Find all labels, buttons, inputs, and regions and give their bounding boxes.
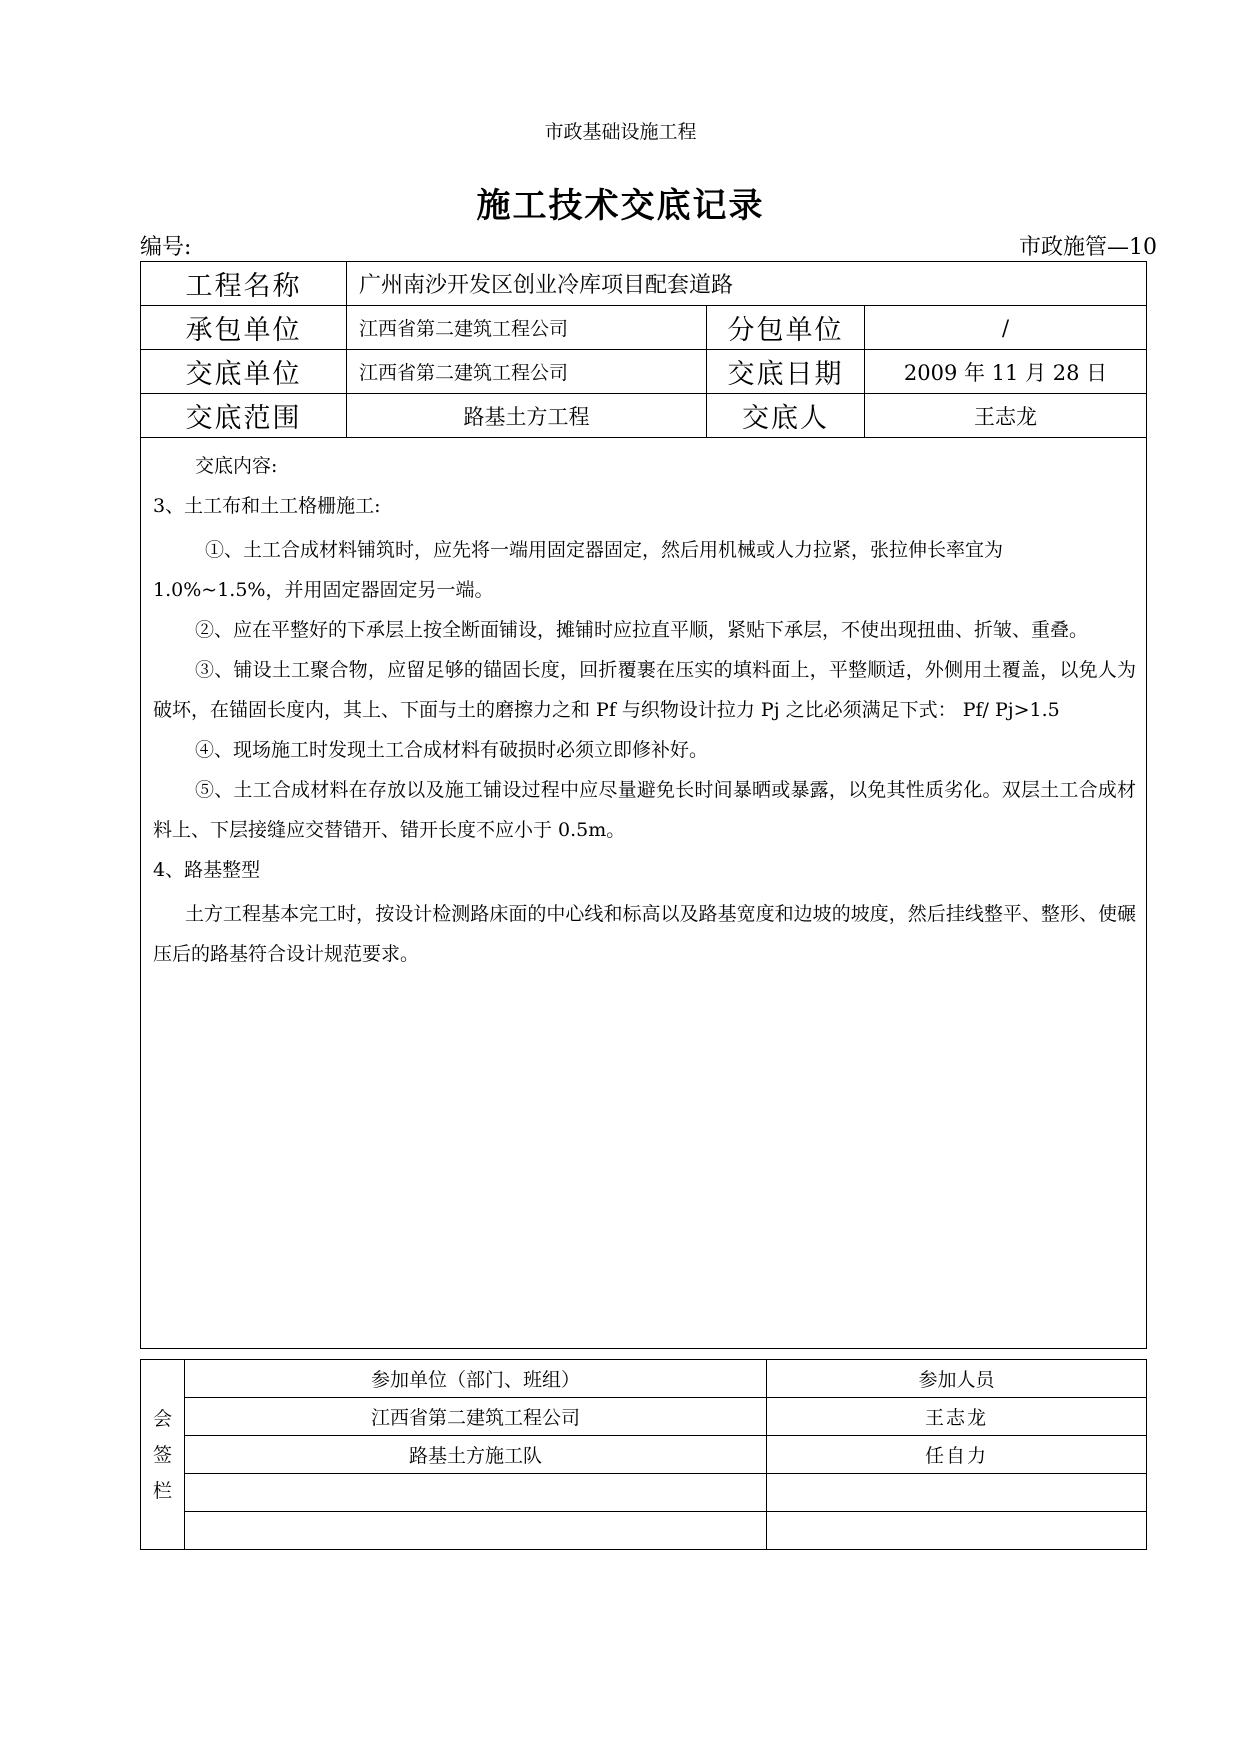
document-title: 施工技术交底记录 [476,186,765,226]
signoff-person: 任自力 [767,1436,1147,1474]
item-4: ④、现场施工时发现土工合成材料有破损时必须立即修补好。 [195,739,709,761]
signoff-row [141,1398,1147,1436]
scope-label: 交底范围 [141,394,347,438]
row-scope [141,394,1147,438]
signoff-person [767,1474,1147,1512]
row-contractor [141,306,1147,350]
signoff-row [141,1474,1147,1512]
subcontractor-value: / [865,306,1147,350]
contractor-label: 承包单位 [141,306,347,350]
row-project-name [141,262,1147,306]
signoff-unit [185,1474,767,1512]
signoff-row [141,1436,1147,1474]
signoff-person: 王志龙 [767,1398,1147,1436]
briefing-unit-label: 交底单位 [141,350,347,394]
signoff-header-row [141,1360,1147,1398]
row-content [141,438,1147,1349]
side-char-2: 签 [152,1443,172,1466]
briefing-content [141,438,1146,974]
signoff-unit: 路基土方施工队 [185,1436,767,1474]
briefing-date-label: 交底日期 [707,350,865,394]
item-1-continued: 1.0%~1.5%，并用固定器固定另一端。 [153,579,494,601]
briefing-unit-value: 江西省第二建筑工程公司 [347,350,707,394]
contractor-value: 江西省第二建筑工程公司 [347,306,707,350]
signoff-side-label [141,1360,185,1550]
signoff-person [767,1512,1147,1550]
signoff-row [141,1512,1147,1550]
item-1: ①、土工合成材料铺筑时，应先将一端用固定器固定，然后用机械或人力拉紧，张拉伸长率宜为 [205,539,1004,561]
document-caption: 市政基础设施工程 [544,121,697,143]
info-table [140,261,1147,1349]
signoff-table [140,1359,1147,1550]
code-label: 编号: [140,235,192,260]
side-char-1: 会 [152,1407,172,1430]
col-header-unit: 参加单位（部门、班组） [185,1360,767,1398]
subcontractor-label: 分包单位 [707,306,865,350]
signoff-unit: 江西省第二建筑工程公司 [185,1398,767,1436]
item-3: ③、铺设土工聚合物，应留足够的锚固长度，回折覆裹在压实的填料面上，平整顺适，外侧用土覆盖，以免人为破坏，在锚固长度内，其上、下面与土的磨擦力之和 Pf 与织物设计拉力 Pj 之比必须满足下式： Pf/ Pj>1.5 [153,659,1137,721]
scope-value: 路基土方工程 [347,394,707,438]
signoff-unit [185,1512,767,1550]
content-cell [141,438,1147,1349]
item-2: ②、应在平整好的下承层上按全断面铺设，摊铺时应拉直平顺，紧贴下承层，不使出现扭曲、折皱、重叠。 [195,619,1089,641]
content-heading: 交底内容: [195,455,278,477]
briefer-label: 交底人 [707,394,865,438]
row-briefing-unit [141,350,1147,394]
section3-title: 3、土工布和土工格栅施工: [153,495,381,517]
section4-text: 土方工程基本完工时，按设计检测路床面的中心线和标高以及路基宽度和边坡的坡度，然后挂线整平、整形、使碾压后的路基符合设计规范要求。 [153,903,1137,965]
side-char-3: 栏 [152,1479,172,1502]
item-5: ⑤、土工合成材料在存放以及施工铺设过程中应尽量避免长时间暴晒或暴露，以免其性质劣化。双层土工合成材料上、下层接缝应交替错开、错开长度不应小于 0.5m。 [153,779,1137,841]
project-name-label: 工程名称 [141,262,347,306]
project-name-value: 广州南沙开发区创业冷库项目配套道路 [347,262,1147,306]
section4-title: 4、路基整型 [153,859,261,881]
code-value: 市政施管—10 [1019,235,1157,260]
briefing-date-value: 2009 年 11 月 28 日 [865,350,1147,394]
col-header-person: 参加人员 [767,1360,1147,1398]
briefer-value: 王志龙 [865,394,1147,438]
